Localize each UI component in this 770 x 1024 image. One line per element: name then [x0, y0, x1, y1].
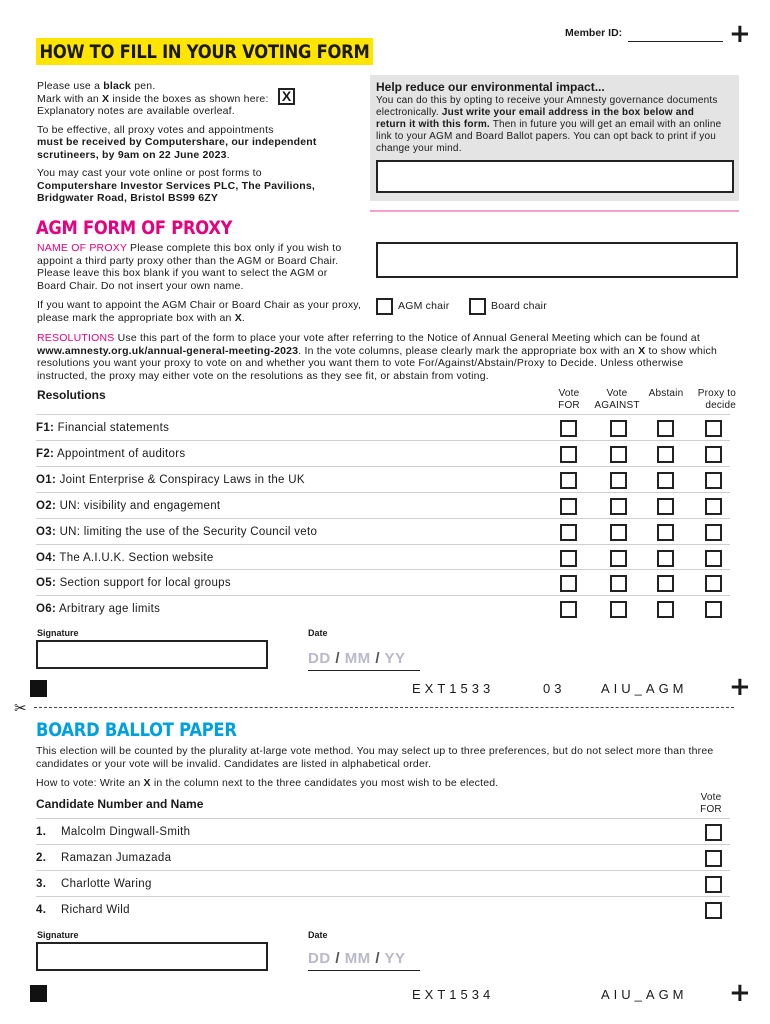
ballot-date-field[interactable]	[308, 950, 420, 971]
vote-for-checkbox[interactable]	[560, 524, 577, 541]
resolution-row	[36, 422, 169, 434]
candidate-name: Richard Wild	[61, 904, 130, 916]
name-of-proxy-text	[37, 242, 357, 292]
resolution-label: The A.I.U.K. Section website	[59, 551, 214, 564]
agm-heading: AGM FORM OF PROXY	[36, 217, 233, 239]
candidate-name: Malcolm Dingwall-Smith	[61, 826, 191, 838]
candidate-number: 1.	[36, 826, 47, 838]
candidate-row	[36, 826, 190, 838]
col-abstain: Abstain	[648, 388, 684, 399]
environment-text	[376, 95, 726, 155]
resolution-row	[36, 448, 185, 460]
proxy-decide-checkbox[interactable]	[705, 498, 722, 515]
resolution-row	[36, 474, 305, 486]
res-text-1: Use this part of the form to place your vote after referring to the Notice of Annual General Meeting which can be found at	[114, 332, 700, 344]
proxy-decide-checkbox[interactable]	[705, 420, 722, 437]
environment-heading: Help reduce our environmental impact...	[376, 80, 605, 94]
how-x: X	[143, 777, 151, 789]
col-vote-against: Vote AGAINST	[594, 388, 640, 411]
registration-plus-mark: +	[729, 19, 751, 49]
row-divider	[36, 818, 730, 819]
abstain-checkbox[interactable]	[657, 498, 674, 515]
resolution-row	[36, 603, 160, 615]
candidate-vote-checkbox[interactable]	[705, 824, 722, 841]
name-of-proxy-desc: Please complete this box only if you wish to appoint a third party proxy other than the AGM or Board Chair. Please leave this box blank if you want to select the AGM or Board Chair. Do not insert your own name.	[37, 242, 342, 292]
appoint-end: .	[241, 311, 246, 324]
abstain-checkbox[interactable]	[657, 420, 674, 437]
col-proxy-decide: Proxy to decide	[697, 388, 736, 411]
date-dd: DD	[308, 950, 331, 967]
resolution-label: UN: visibility and engagement	[59, 499, 221, 512]
date-dd: DD	[308, 650, 331, 667]
ballot-heading: BOARD BALLOT PAPER	[36, 719, 237, 741]
appoint-text: If you want to appoint the AGM Chair or Board Chair as your proxy, please mark the appropriate box with an	[37, 299, 362, 324]
abstain-checkbox[interactable]	[657, 472, 674, 489]
resolution-row	[36, 577, 231, 589]
abstain-checkbox[interactable]	[657, 550, 674, 567]
mark-text: Mark with an	[37, 92, 103, 105]
vote-against-checkbox[interactable]	[610, 498, 627, 515]
date-sep: /	[335, 650, 341, 667]
how-post: in the column next to the three candidates you most wish to be elected.	[150, 777, 499, 789]
date-sep: /	[335, 950, 341, 967]
row-divider	[36, 595, 730, 596]
proxy-decide-checkbox[interactable]	[705, 472, 722, 489]
abstain-checkbox[interactable]	[657, 601, 674, 618]
board-chair-label: Board chair	[491, 300, 547, 312]
resolution-label: UN: limiting the use of the Security Council veto	[59, 525, 318, 538]
registration-plus-mark: +	[729, 672, 751, 702]
email-input[interactable]	[376, 160, 734, 193]
candidate-number: 3.	[36, 878, 47, 890]
res-text-2: . In the vote columns, please clearly mark the appropriate box with an	[298, 344, 639, 357]
scissors-icon: ✂	[14, 699, 27, 717]
abstain-checkbox[interactable]	[657, 446, 674, 463]
agm-form-tag: AIU_AGM	[601, 681, 688, 696]
candidate-row	[36, 904, 130, 916]
ballot-signature-field[interactable]	[36, 942, 268, 971]
agm-date-label: Date	[308, 628, 328, 638]
date-sep: /	[375, 950, 381, 967]
vote-against-checkbox[interactable]	[610, 472, 627, 489]
resolution-code: F1:	[36, 422, 55, 434]
resolution-code: O1:	[36, 473, 57, 486]
row-divider	[36, 870, 730, 871]
name-of-proxy-label: NAME OF PROXY	[37, 242, 127, 254]
agm-date-field[interactable]	[308, 650, 420, 671]
abstain-checkbox[interactable]	[657, 524, 674, 541]
agm-signature-field[interactable]	[36, 640, 268, 669]
resolutions-instructions	[37, 332, 737, 382]
registration-square	[30, 680, 47, 697]
ballot-intro: This election will be counted by the plurality at-large vote method. You may select up to three preferences, but do not select more than three candidates or your vote will be invalid. Candidates are listed in alphabetical order.	[36, 745, 714, 770]
proxy-decide-checkbox[interactable]	[705, 601, 722, 618]
res-url: www.amnesty.org.uk/annual-general-meeting-2023	[37, 344, 299, 357]
instructions-block	[37, 80, 347, 205]
proxy-decide-checkbox[interactable]	[705, 446, 722, 463]
proxy-decide-checkbox[interactable]	[705, 524, 722, 541]
resolution-row	[36, 552, 214, 564]
row-divider	[36, 466, 730, 467]
effective-text: To be effective, all proxy votes and appointments	[37, 123, 274, 136]
section-divider	[370, 210, 739, 212]
page-title: HOW TO FILL IN YOUR VOTING FORM	[36, 38, 373, 65]
candidate-vote-checkbox[interactable]	[705, 902, 722, 919]
ballot-how-to	[36, 777, 726, 790]
resolution-label: Appointment of auditors	[57, 447, 186, 460]
resolution-row	[36, 500, 220, 512]
ballot-form-tag: AIU_AGM	[601, 987, 688, 1002]
res-text-3: to show which resolutions you want your proxy to vote on and whether you want them to vote For/Against/Abstain/Proxy to Decide. Unless otherwise instructed, the proxy may either vote on the resolutions as they see fit, or abstain from voting.	[37, 344, 718, 382]
member-id-field[interactable]	[628, 41, 723, 42]
ballot-form-code: EXT1534	[412, 987, 495, 1002]
appoint-chair-text	[37, 299, 377, 324]
cut-line	[34, 707, 734, 708]
abstain-checkbox[interactable]	[657, 575, 674, 592]
environment-panel	[370, 75, 739, 201]
row-divider	[36, 544, 730, 545]
row-divider	[36, 896, 730, 897]
appoint-x: X	[234, 311, 242, 324]
candidate-vote-checkbox[interactable]	[705, 876, 722, 893]
candidate-vote-checkbox[interactable]	[705, 850, 722, 867]
row-divider	[36, 492, 730, 493]
registration-plus-mark: +	[729, 978, 751, 1008]
res-x: X	[638, 344, 646, 357]
date-mm: MM	[344, 950, 371, 967]
board-chair-checkbox[interactable]	[469, 298, 486, 315]
ballot-signature-label: Signature	[37, 930, 79, 940]
env-text-2: Then in future you will get an email with an online link to your AGM and Board Ballot papers. You can opt back to print if you change your mind.	[376, 119, 722, 154]
resolution-label: Arbitrary age limits	[58, 603, 161, 616]
registration-square	[30, 985, 47, 1002]
candidate-name: Ramazan Jumazada	[61, 852, 172, 864]
resolutions-header: Resolutions	[37, 388, 106, 402]
resolution-label: Financial statements	[57, 422, 170, 434]
row-divider	[36, 844, 730, 845]
member-id-label: Member ID:	[565, 27, 623, 39]
row-divider	[36, 414, 730, 415]
effective-end: .	[226, 148, 230, 161]
mark-bold: X	[102, 92, 110, 105]
ballot-col-vote-for: Vote FOR	[700, 792, 722, 815]
resolution-code: O6:	[36, 603, 57, 616]
example-x-box: X	[278, 88, 295, 105]
proxy-decide-checkbox[interactable]	[705, 575, 722, 592]
agm-form-number: 03	[543, 681, 566, 696]
candidate-number: 2.	[36, 852, 47, 864]
resolution-code: O3:	[36, 525, 57, 538]
pen-bold: black	[103, 80, 132, 92]
date-yy: YY	[384, 650, 406, 667]
vote-for-checkbox[interactable]	[560, 550, 577, 567]
agm-form-code: EXT1533	[412, 681, 495, 696]
agm-chair-checkbox[interactable]	[376, 298, 393, 315]
vote-for-checkbox[interactable]	[560, 420, 577, 437]
vote-against-checkbox[interactable]	[610, 446, 627, 463]
vote-against-checkbox[interactable]	[610, 550, 627, 567]
date-mm: MM	[344, 650, 371, 667]
row-divider	[36, 440, 730, 441]
pen-text-end: pen.	[131, 80, 156, 92]
vote-for-checkbox[interactable]	[560, 575, 577, 592]
candidate-number: 4.	[36, 904, 47, 916]
resolution-code: O5:	[36, 577, 57, 590]
agm-chair-label: AGM chair	[398, 300, 450, 312]
row-divider	[36, 569, 730, 570]
resolution-label: Joint Enterprise & Conspiracy Laws in the UK	[59, 473, 305, 486]
vote-for-checkbox[interactable]	[560, 498, 577, 515]
vote-against-checkbox[interactable]	[610, 575, 627, 592]
resolution-row	[36, 526, 317, 538]
resolution-code: F2:	[36, 447, 55, 460]
candidate-header: Candidate Number and Name	[36, 797, 204, 811]
how-pre: How to vote: Write an	[36, 777, 144, 789]
candidate-row	[36, 878, 152, 890]
pen-text: Please use a	[37, 80, 104, 92]
online-text: You may cast your vote online or post forms to	[37, 167, 262, 179]
resolutions-label: RESOLUTIONS	[37, 332, 115, 344]
vote-against-checkbox[interactable]	[610, 420, 627, 437]
ballot-date-label: Date	[308, 930, 328, 940]
notes-text: Explanatory notes are available overleaf.	[37, 105, 235, 117]
resolution-label: Section support for local groups	[59, 577, 231, 590]
vote-for-checkbox[interactable]	[560, 601, 577, 618]
env-text-1: You can do this by opting to receive your Amnesty governance documents electronically.	[376, 95, 718, 118]
env-text-bold: Just write your email address in the box below and return it with this form.	[376, 107, 695, 130]
candidate-row	[36, 852, 171, 864]
proxy-name-input[interactable]	[376, 242, 738, 278]
vote-against-checkbox[interactable]	[610, 601, 627, 618]
date-sep: /	[375, 650, 381, 667]
resolution-code: O2:	[36, 499, 57, 512]
mark-text-end: inside the boxes as shown here:	[109, 92, 269, 105]
resolution-code: O4:	[36, 551, 57, 564]
date-yy: YY	[384, 950, 406, 967]
vote-for-checkbox[interactable]	[560, 472, 577, 489]
vote-against-checkbox[interactable]	[610, 524, 627, 541]
agm-signature-label: Signature	[37, 628, 79, 638]
candidate-name: Charlotte Waring	[61, 878, 152, 890]
vote-for-checkbox[interactable]	[560, 446, 577, 463]
effective-bold: must be received by Computershare, our independent scrutineers, by 9am on 22 June 2023	[37, 136, 317, 161]
row-divider	[36, 518, 730, 519]
address-text: Computershare Investor Services PLC, The Pavilions, Bridgwater Road, Bristol BS99 6ZY	[37, 179, 316, 204]
proxy-decide-checkbox[interactable]	[705, 550, 722, 567]
col-vote-for: Vote FOR	[558, 388, 580, 411]
